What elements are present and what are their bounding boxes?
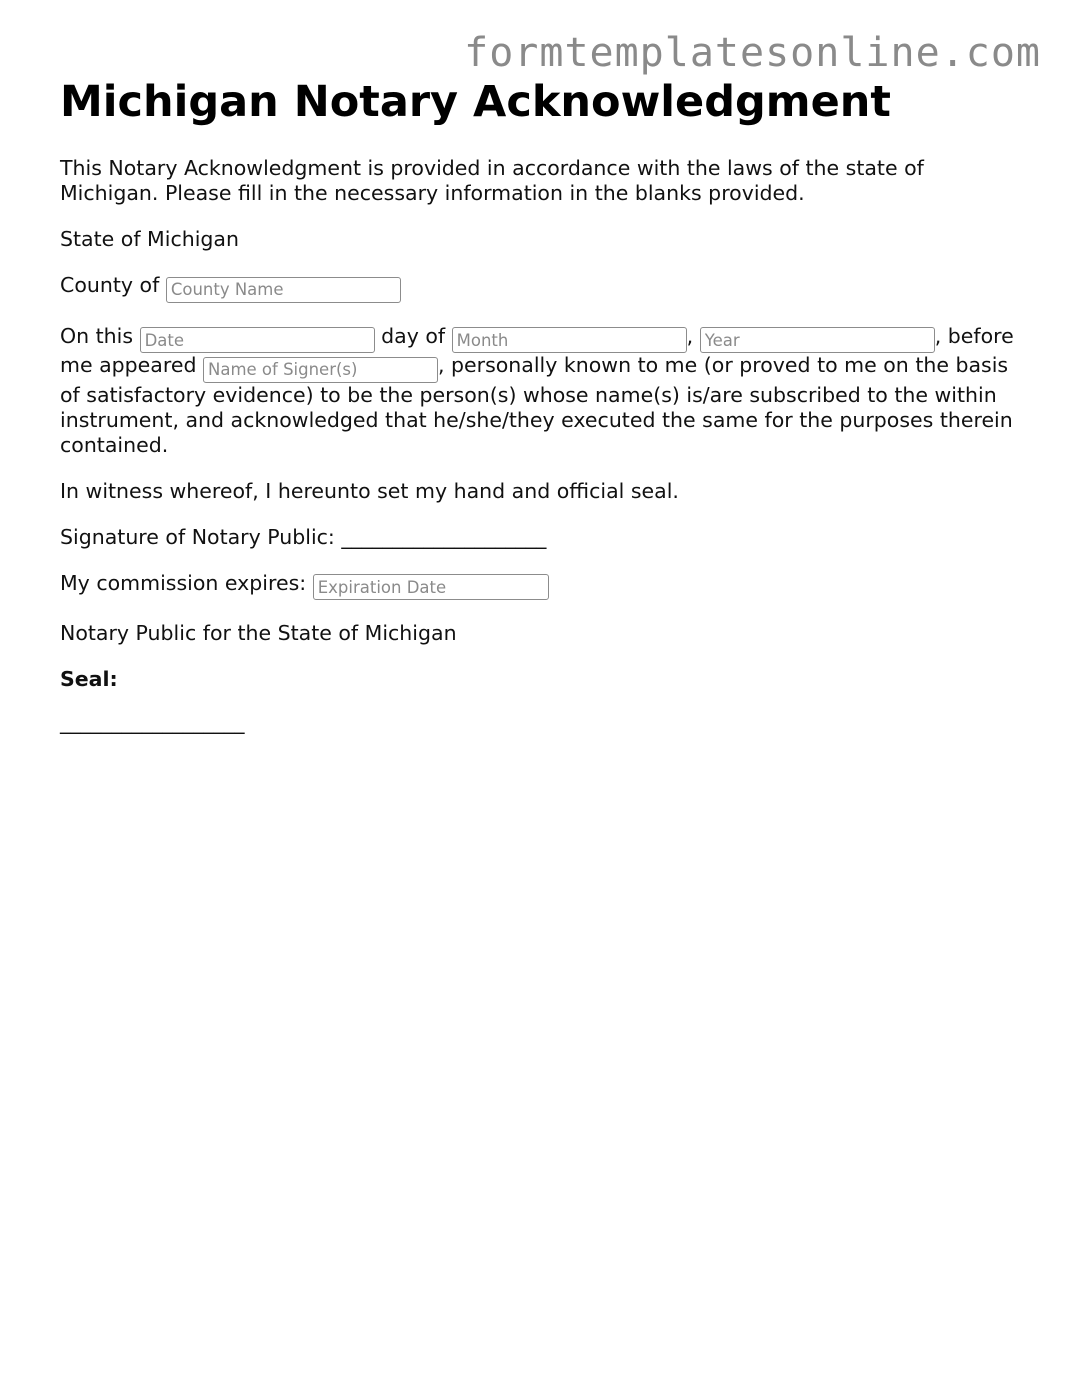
signer-name-input[interactable] — [203, 357, 438, 383]
before-me-label: before me appeared — [60, 323, 1014, 377]
day-of-label: day of — [381, 323, 446, 348]
on-this-label: On this — [60, 323, 134, 348]
seal-section — [60, 667, 1020, 692]
year-input[interactable] — [700, 327, 935, 353]
county-row — [60, 273, 1020, 303]
expiration-date-input[interactable] — [313, 574, 549, 600]
county-name-input[interactable] — [166, 277, 401, 303]
commission-label: My commission expires: — [60, 570, 307, 595]
acknowledgment-paragraph — [60, 324, 1020, 458]
date-input[interactable] — [140, 327, 375, 353]
commission-row — [60, 571, 1020, 601]
document-body — [60, 76, 1020, 735]
page-title: Michigan Notary Acknowledgment — [60, 77, 891, 127]
intro-paragraph: This Notary Acknowledgment is provided in accordance with the laws of the state of Michigan. Please fill in the necessary information in the blanks provided. — [60, 156, 924, 205]
county-label: County of — [60, 273, 160, 297]
notary-state-line: Notary Public for the State of Michigan — [60, 621, 457, 645]
watermark: formtemplatesonline.com — [464, 30, 1041, 76]
notary-signature-line: Signature of Notary Public: ____________________ — [60, 524, 547, 549]
month-input[interactable] — [452, 327, 687, 353]
seal-label: Seal: — [60, 667, 118, 691]
acknowledgment-body-text: , personally known to me (or proved to me on the basis of satisfactory evidence) to be the person(s) whose name(s) is/are subscribed to the within instrument, and acknowledged that he/she/they executed the same for the purposes therein contained. — [60, 353, 1013, 457]
state-line: State of Michigan — [60, 227, 239, 251]
witness-line: In witness whereof, I hereunto set my hand and official seal. — [60, 478, 679, 503]
comma-separator: , — [934, 323, 942, 348]
seal-signature-line: __________________ — [60, 710, 245, 734]
comma-separator: , — [686, 323, 694, 348]
